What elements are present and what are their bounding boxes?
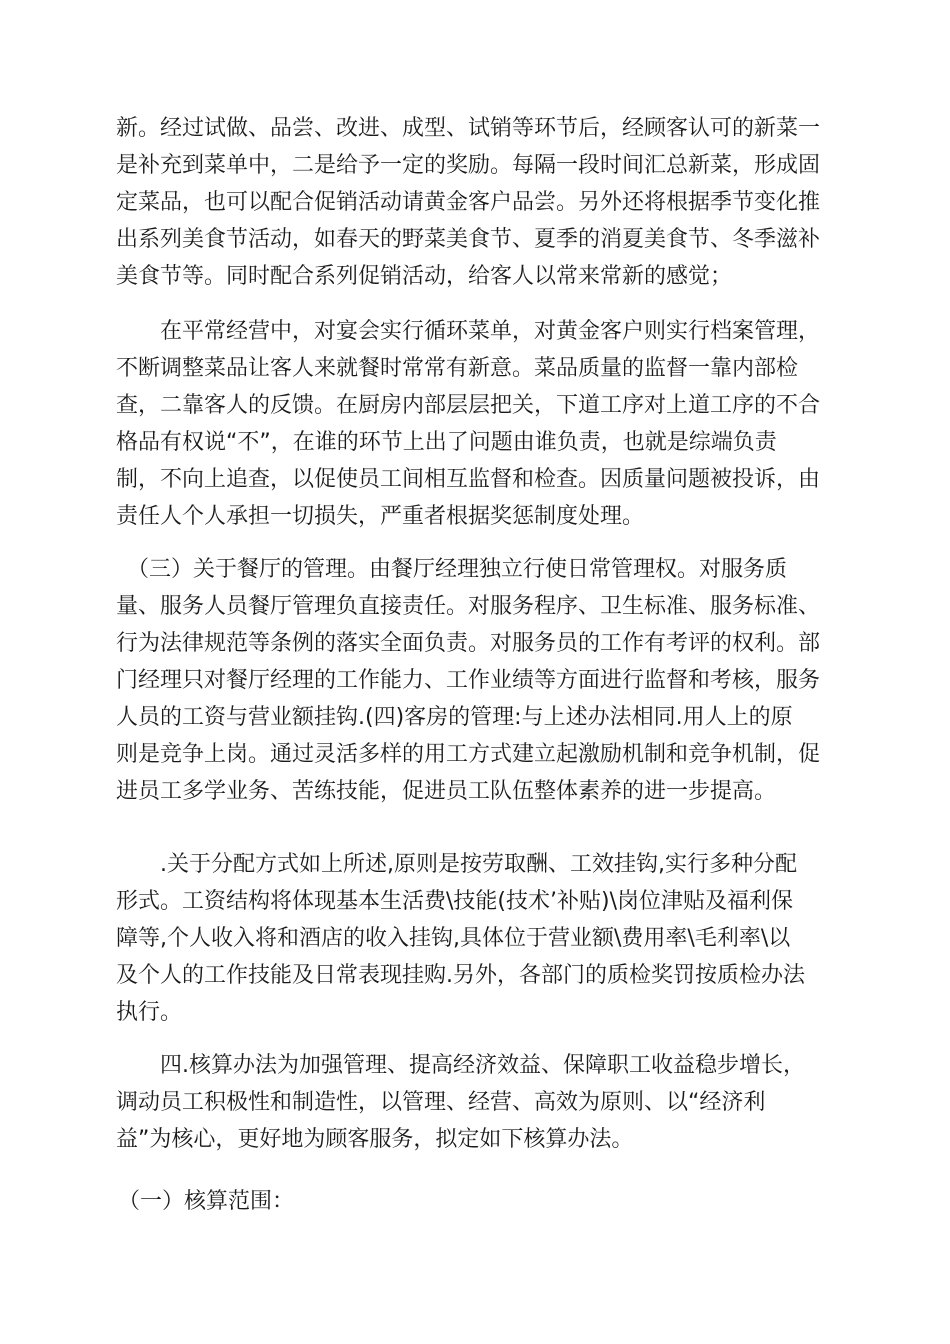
heading-accounting-scope: [118, 1183, 834, 1220]
paragraph-new-dishes: [116, 110, 832, 295]
text-line: .关于分配方式如上所述,原则是按劳取酬、工效挂钩,实行多种分配: [116, 852, 797, 877]
paragraph-restaurant-management: [116, 551, 832, 810]
text-line: 制，不向上追查，以促使员工间相互监督和检查。因质量问题被投诉，由: [116, 467, 821, 492]
text-line: 量、服务人员餐厅管理负直接责任。对服务程序、卫生标准、服务标准、: [116, 594, 821, 619]
text-line: 新。经过试做、品尝、改进、成型、试销等环节后，经顾客认可的新菜一: [116, 116, 821, 141]
text-line: （三）关于餐厅的管理。由餐厅经理独立行使日常管理权。对服务质: [116, 557, 788, 582]
text-line: 则是竞争上岗。通过灵活多样的用工方式建立起激励机制和竞争机制，促: [116, 742, 821, 767]
paragraph-quality-control: [116, 313, 832, 535]
text-line: 是补充到菜单中，二是给予一定的奖励。每隔一段时间汇总新菜，形成固: [116, 153, 821, 178]
text-line: 查，二靠客人的反馈。在厨房内部层层把关，下道工序对上道工序的不合: [116, 393, 821, 418]
text-line: （一）核算范围：: [118, 1189, 295, 1214]
text-line: 出系列美食节活动，如春天的野菜美食节、夏季的消夏美食节、冬季滋补: [116, 227, 821, 252]
text-line: 责任人个人承担一切损失，严重者根据奖惩制度处理。: [116, 504, 645, 529]
text-line: 障等,个人收入将和酒店的收入挂钩,具体位于营业额\费用率\毛利率\以: [116, 926, 791, 951]
text-line: 四.核算办法为加强管理、提高经济效益、保障职工收益稳步增长，: [116, 1053, 805, 1078]
paragraph-distribution: [116, 846, 832, 1031]
text-line: 门经理只对餐厅经理的工作能力、工作业绩等方面进行监督和考核，服务: [116, 668, 821, 693]
text-line: 益”为核心，更好地为顾客服务，拟定如下核算办法。: [116, 1127, 634, 1152]
text-line: 格品有权说“不”，在谁的环节上出了问题由谁负责，也就是综端负责: [116, 430, 777, 455]
text-line: 在平常经营中，对宴会实行循环菜单，对黄金客户则实行档案管理，: [116, 319, 821, 344]
paragraph-accounting-method: [116, 1047, 832, 1158]
text-line: 进员工多学业务、苦练技能，促进员工队伍整体素养的进一步提高。: [116, 779, 777, 804]
text-line: 定菜品，也可以配合促销活动请黄金客户品尝。另外还将根据季节变化推: [116, 190, 821, 215]
text-line: 人员的工资与营业额挂钩.(四)客房的管理:与上述办法相同.用人上的原: [116, 705, 793, 730]
text-line: 调动员工积极性和制造性，以管理、经营、高效为原则、以“经济利: [116, 1090, 766, 1115]
text-line: 执行。: [116, 1000, 183, 1025]
text-line: 形式。工资结构将体现基本生活费\技能(技术’补贴)\岗位津贴及福利保: [116, 889, 793, 914]
text-line: 及个人的工作技能及日常表现挂购.另外，各部门的质检奖罚按质检办法: [116, 963, 805, 988]
text-line: 行为法律规范等条例的落实全面负责。对服务员的工作有考评的权利。部: [116, 631, 821, 656]
text-line: 美食节等。同时配合系列促销活动，给客人以常来常新的感觉；: [116, 264, 733, 289]
text-line: 不断调整菜品让客人来就餐时常常有新意。菜品质量的监督一靠内部检: [116, 356, 799, 381]
